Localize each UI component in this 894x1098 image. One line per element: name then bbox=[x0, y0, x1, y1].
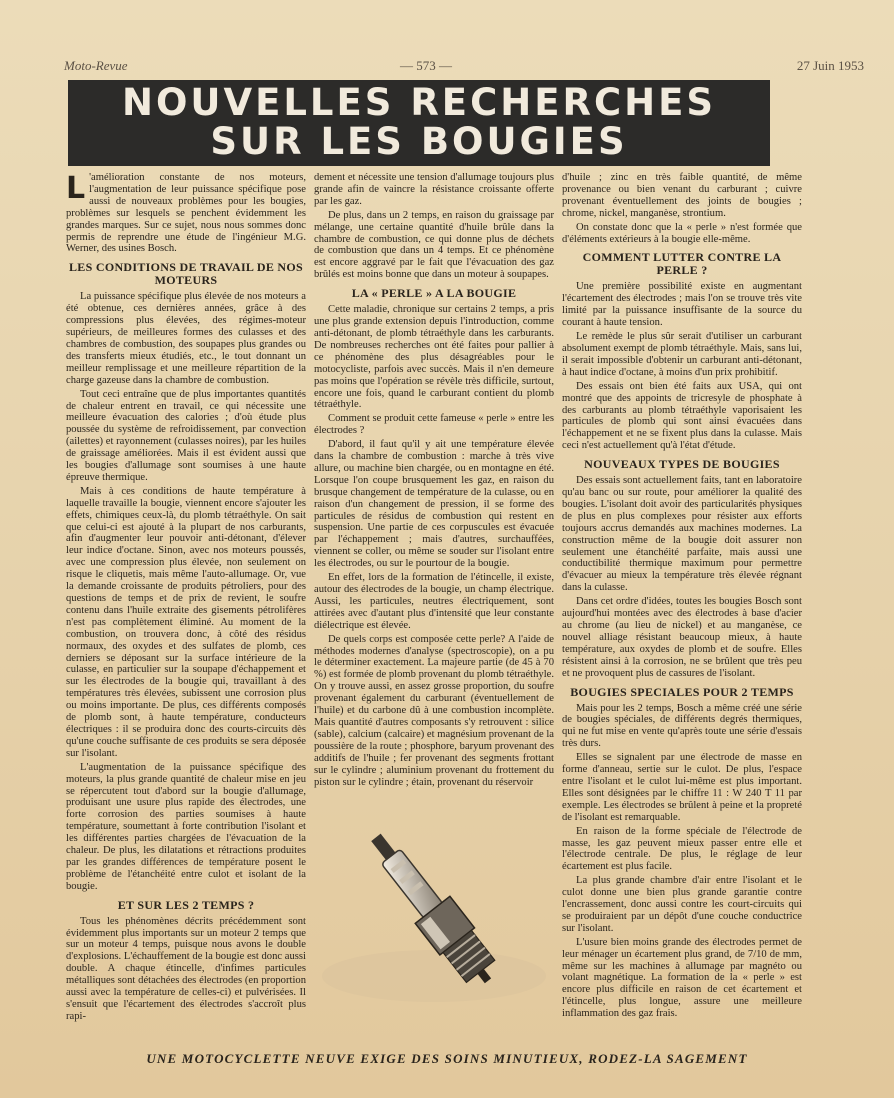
paragraph: L'augmentation de la puissance spécifique des moteurs, la plus grande quantité de chaleur mise en jeu se répercutent tout d'abord sur la bougie d'allumage, produisant une usure plus rapide des électrodes, une forte corrosion des parties soumises à haute température, soumettant à forte contribution l'isolant et les différentes parties chargées de l'évacuation de la chaleur. De plus, les dilatations et rétractions produites par les grandes différences de température posent le problème de l'étanchéité entre culot et isolant de la bougie. bbox=[66, 761, 306, 892]
paragraph: Cette maladie, chronique sur certains 2 temps, a pris une plus grande extension depuis l'introduction, comme anti-détonant, de plomb tétraéthyle dans les carburants. De nombreuses recherches ont été faites pour pallier à ce phénomène des plus désagréables pour le motocycliste, parfois avec succès. Mais il n'en demeure pas moins que l'opération se révèle très difficile, surtout, encore une fois, quand le carburant contient du plomb tétraéthyle. bbox=[314, 304, 554, 411]
paragraph: De plus, dans un 2 temps, en raison du graissage par mélange, une certaine quantité d'huile brûle dans la chambre de combustion, ce qui donne plus de déchets de combustion que dans un 4 temps. Et ce phénomène est encore aggravé par le fait que l'évacuation des gaz brûlés est moins bonne que dans un moteur à soupapes. bbox=[314, 209, 554, 281]
paragraph: De quels corps est composée cette perle? A l'aide de méthodes modernes d'analyse (spectroscopie), on a pu le déterminer exactement. La majeure partie (de 45 à 70 %) est formée de plomb provenant du plomb tétraéthyle. On y trouve aussi, en assez grosse proportion, du soufre provenant également du carburant (éventuellement de l'huile) et du carbone dû à une combustion incomplète. Mais quantité d'autres composants s'y retrouvent : silice (sable), calcium (calcaire) et magnésium provenant de la poussière de la route ; phosphore, baryum provenant des additifs de l'huile ; fer provenant des segments frottant sur le cylindre ; aluminium provenant du frottement du piston sur le cylindre ; étain, provenant du réservoir bbox=[314, 633, 555, 788]
paragraph: La plus grande chambre d'air entre l'isolant et le culot donne une bien plus grande garantie contre l'encrassement, donc aussi contre les court-circuits qui se produiraient par un dépôt d'une couche conductrice sur l'isolant. bbox=[562, 875, 802, 934]
column-3 bbox=[562, 172, 802, 1022]
paragraph: En raison de la forme spéciale de l'électrode de masse, les gaz peuvent mieux passer entre elle et l'électrode centrale. De plus, le réglage de leur écartement est plus facile. bbox=[562, 825, 802, 873]
running-header bbox=[64, 58, 864, 76]
paragraph: L'usure bien moins grande des électrodes permet de leur ménager un écartement plus grand, de 7/10 de mm, même sur les machines à allumage par magnéto ou volant magnétique. La formation de la « perle » est encore plus difficile en raison de cet écartement et l'étincelle, plus longue, assure une meilleure inflammation des gaz frais. bbox=[562, 936, 802, 1020]
heading-deux-temps: ET SUR LES 2 TEMPS ? bbox=[117, 897, 255, 912]
paragraph: dement et nécessite une tension d'allumage toujours plus grande afin de vaincre la résistance croissante offerte par les gaz. bbox=[314, 172, 554, 207]
paragraph: Le remède le plus sûr serait d'utiliser un carburant absolument exempt de plomb tétraéthyle. Mais, sans lui, il serait impossible d'obtenir un carburant anti-détonant, à haut indice d'octane, à moins d'un prix prohibitif. bbox=[562, 331, 802, 378]
heading-nouveaux-types: NOUVEAUX TYPES DE BOUGIES bbox=[584, 457, 780, 472]
title-line-2: SUR LES BOUGIES bbox=[210, 120, 628, 163]
title-banner bbox=[68, 80, 770, 166]
heading-comment-lutter: COMMENT LUTTER CONTRE LA PERLE ? bbox=[582, 250, 782, 278]
intro-text: 'amélioration constante de nos moteurs, l'augmentation de leur puissance spécifique pose aussi de nouveaux problèmes pour les bougies, problèmes sur lesquels se penchent évidemment les grandes marques. Sur ce sujet, nous nous sommes donc permis de reprendre une étude de l'ingénieur M.G. Werner, des usines Bosch. bbox=[66, 172, 306, 255]
spark-plug-illustration bbox=[316, 816, 554, 1006]
title-line-1: NOUVELLES RECHERCHES bbox=[121, 81, 717, 124]
magazine-name: Moto-Revue bbox=[64, 58, 128, 73]
paragraph: Dans cet ordre d'idées, toutes les bougies Bosch sont aujourd'hui montées avec des électrodes à base d'acier au chrome (au lieu de nickel) et au manganèse, ce nouvel alliage résistant beaucoup mieux, à haute température, aux oxydes de plomb et de soufre. Elles résistent ainsi à la corrosion, ne se brûlent que très peu et ne provoquent plus de cassures de l'isolant. bbox=[562, 596, 802, 679]
paragraph: Mais à ces conditions de haute température à laquelle travaille la bougie, viennent encore s'ajouter les effets, chimiques ceux-là, du plomb tétraéthyle. On sait que celui-ci est ajouté à la plupart de nos carburants, afin d'augmenter leur pouvoir anti-détonant, d'élever leur indice d'octane. Sinon, avec nos moteurs poussés, avec une compression plus élevée, non seulement on risque le cliquetis, mais même l'auto-allumage. Or, vue la demande croissante de produits pétroliers, pour des questions de temps et de prix de revient, le soufre contenu dans l'huile extraite des gisements pétrolifères n'est pas complètement éliminé. Au moment de la combustion, on trouvera donc, à côté des résidus normaux, des oxydes et des sulfates de plomb, ces derniers se déposant sur la surface intérieure de la culasse, en particulier sur la soupape d'échappement et sur les électrodes de la bougie qui, travaillant à des températures très élevées, subissent une corrosion plus ou moins importante. De plus, ces différents composés de plomb sont, à haute température, conducteurs électriques : il se produira donc des courts-circuits dès qu'une couche suffisante de ces produits se sera déposée sur l'isolant. bbox=[66, 485, 306, 759]
paragraph: La puissance spécifique plus élevée de nos moteurs a été obtenue, ces dernières années, grâce à des compressions plus élevées, des régimes-moteur supérieurs, de meilleures formes des culasses et des chambres de combustion, des soupapes plus grandes ou des transferts mieux étudiés, etc., le tout donnant un meilleur remplissage et une meilleure répartition de la charge gazeuse dans la chambre de combustion. bbox=[66, 291, 306, 386]
paragraph: Des essais ont bien été faits aux USA, qui ont montré que des appoints de tricresyle de phosphate à des carburants au plomb tétraéthyle vaporisaient les particules de plomb qui sont ainsi évacuées dans l'échappement et ne se fixent plus dans la culasse. Mais ceci n'est actuellement qu'à l'état d'étude. bbox=[562, 380, 802, 452]
paragraph: Tout ceci entraîne que de plus importantes quantités de chaleur entrent en travail, ce qui nécessite une meilleure évacuation des calories ; d'où étude plus poussée du système de refroidissement, par convection (ailettes) et rayonnement (culasses noires), par les huiles de graissage améliorées. Mais il est évident aussi que les bougies d'allumage sont soumises à une haute épreuve thermique. bbox=[66, 388, 306, 483]
column-2 bbox=[314, 172, 554, 790]
issue-date: 27 Juin 1953 bbox=[796, 58, 864, 73]
heading-perle: LA « PERLE » A LA BOUGIE bbox=[351, 286, 517, 301]
footer-caption: UNE MOTOCYCLETTE NEUVE EXIGE DES SOINS MINUTIEUX, RODEZ-LA SAGEMENT bbox=[146, 1051, 748, 1066]
paragraph: d'huile ; zinc en très faible quantité, de même provenance ou bien venant du carburant ; cuivre provenant éventuellement des joints de bougies ; chrome, nickel, manganèse, strontium. bbox=[562, 172, 802, 219]
drop-cap: L bbox=[66, 171, 86, 206]
paragraph: Une première possibilité existe en augmentant l'écartement des électrodes ; mais l'on se trouve très vite limité par la puissance insuffisante de la source du courant à haute tension. bbox=[562, 281, 802, 329]
heading-bougies-speciales: BOUGIES SPECIALES POUR 2 TEMPS bbox=[570, 684, 794, 699]
page-number: — 573 — bbox=[400, 58, 452, 73]
heading-conditions-travail: LES CONDITIONS DE TRAVAIL DE NOS MOTEURS bbox=[68, 260, 303, 288]
intro-paragraph bbox=[66, 172, 306, 255]
paragraph: Comment se produit cette fameuse « perle » entre les électrodes ? bbox=[314, 413, 554, 437]
paragraph: Elles se signalent par une électrode de masse en forme d'anneau, sertie sur le culot. De plus, l'espace entre l'isolant et le culot lui-même est plus important. Elles sont désignées par le chiffre 11 : W 240 T 11 par exemple. Les électrodes se brûlent à peine et la propreté de l'isolant est remarquable. bbox=[562, 752, 802, 823]
paragraph: D'abord, il faut qu'il y ait une température élevée dans la chambre de combustion : marche à très vive allure, ou machine bien chargée, ou en montagne en été. Lorsque l'on coupe brusquement les gaz, en raison du brusque changement de température de la culasse, ou en raison d'un changement de pression, il se forme des particules de résidus de combustion qui restent en suspension. Une partie de ces corpuscules est évacuée par l'échappement ; mais d'autres, surchauffées, viennent se coller, ou même se souder sur l'isolant entre les électrodes, ou sur le pourtour de la bougie. bbox=[314, 439, 554, 570]
paragraph: En effet, lors de la formation de l'étincelle, il existe, autour des électrodes de la bougie, un champ électrique. Aussi, les particules, neutres électriquement, sont attirées avec d'autant plus d'intensité que leur constante diélectrique est élevée. bbox=[314, 572, 554, 631]
paragraph: Tous les phénomènes décrits précédemment sont évidemment plus importants sur un moteur 2 temps que sur un moteur 4 temps, puisque nous avons le double d'explosions. L'échauffement de la bougie est donc aussi double. A chaque étincelle, d'infimes particules métalliques sont détachées des électrodes (en proportion aussi avec la température de celles-ci) et pulvérisées. Il s'ensuit que l'écartement des électrodes s'accroît plus rapi- bbox=[66, 915, 306, 1022]
paragraph: On constate donc que la « perle » n'est formée que d'éléments extérieurs à la bougie elle-même. bbox=[562, 221, 802, 245]
column-1 bbox=[66, 172, 306, 1025]
paragraph: Mais pour les 2 temps, Bosch a même créé une série de bougies spéciales, de différents degrés thermiques, qui ne fut mise en vente qu'après toute une série d'essais très durs. bbox=[562, 702, 802, 750]
paragraph: Des essais sont actuellement faits, tant en laboratoire qu'au banc ou sur route, pour améliorer la qualité des bougies. L'isolant doit avoir des particularités physiques de plus en plus complexes pour résister aux efforts toujours accrus demandés aux machines modernes. La construction même de la bougie doit assurer non seulement une étanchéité parfaite, mais aussi une conductibilité thermique maximum pour permettre d'évacuer au mieux la température très élevée régnant dans la culasse. bbox=[562, 475, 802, 594]
